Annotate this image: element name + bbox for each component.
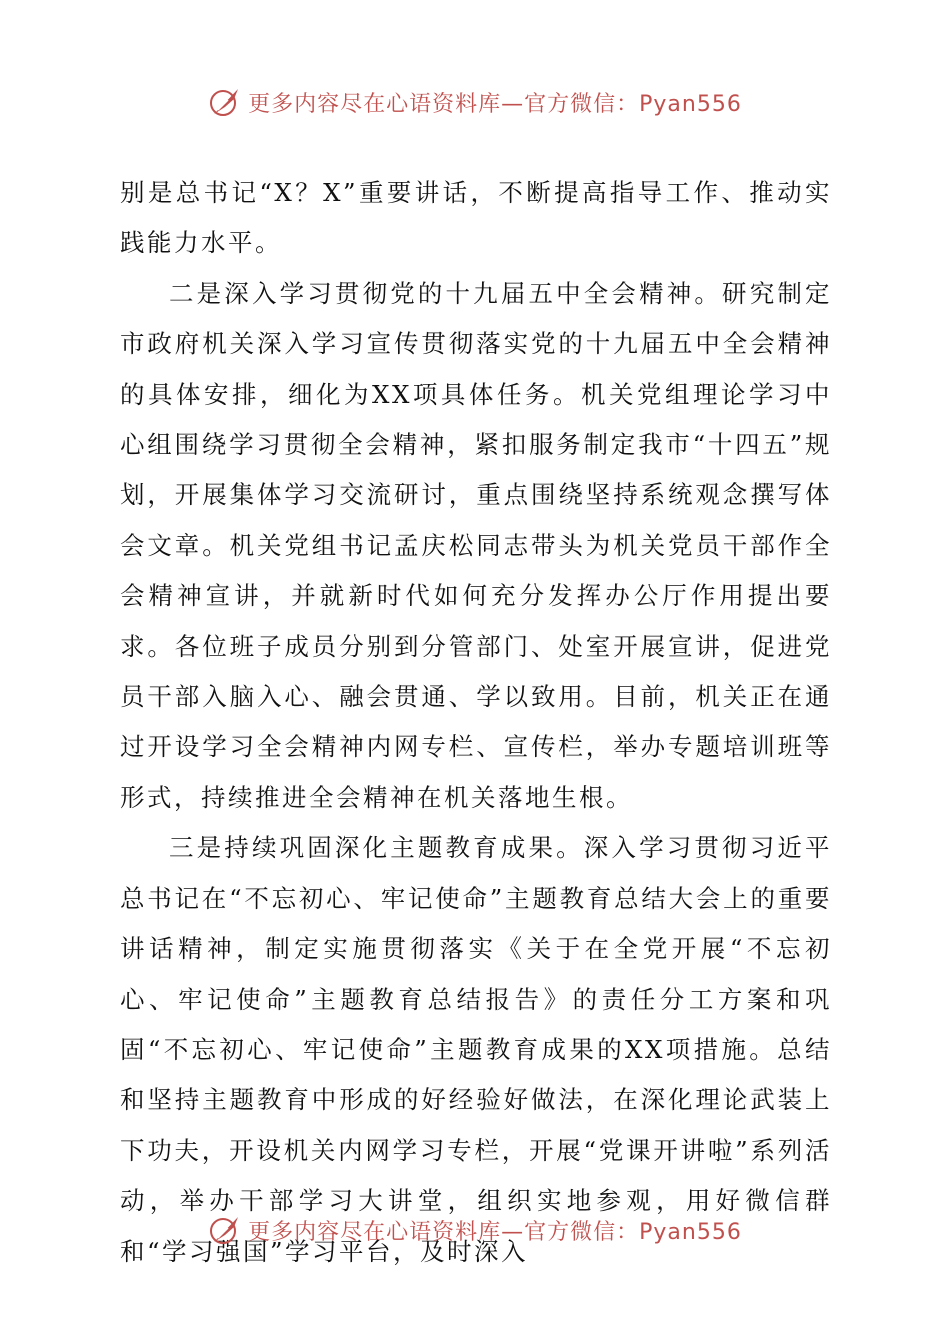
paragraph-continuation: 别是总书记“X？X”重要讲话，不断提高指导工作、推动实践能力水平。 — [120, 178, 832, 258]
quill-pen-icon — [208, 1213, 242, 1247]
paragraph-plenary-study: 二是深入学习贯彻党的十九届五中全会精神。研究制定市政府机关深入学习宣传贯彻落实党的十九届五中全会精神的具体安排，细化为XX项具体任务。机关党组理论学习中心组围绕学习贯彻全会精神，紧扣服务制定我市“十四五”规划，开展集体学习交流研讨，重点围绕坚持系统观念撰写体会文章。机关党组书记孟庆松同志带头为机关党员干部作全会精神宣讲，并就新时代如何充分发挥办公厅作用提出要求。各位班子成员分别到分管部门、处室开展宣讲，促进党员干部入脑入心、融会贯通、学以致用。目前，机关正在通过开设学习全会精神内网专栏、宣传栏，举办专题培训班等形式，持续推进全会精神在机关落地生根。 — [120, 278, 832, 812]
header-banner — [0, 82, 950, 122]
paragraph-theme-education: 三是持续巩固深化主题教育成果。深入学习贯彻习近平总书记在“不忘初心、牢记使命”主题教育总结大会上的重要讲话精神，制定实施贯彻落实《关于在全党开展“不忘初心、牢记使命”主题教育总结报告》的责任分工方案和巩固“不忘初心、牢记使命”主题教育成果的XX项措施。总结和坚持主题教育中形成的好经验好做法，在深化理论武装上下功夫，开设机关内网学习专栏，开展“党课开讲啦”系列活动，举办干部学习大讲堂，组织实地参观，用好微信群和“学习强国”学习平台，及时深入 — [120, 833, 832, 1266]
quill-pen-icon — [208, 85, 242, 119]
footer-banner-text: 更多内容尽在心语资料库—官方微信：Pyan556 — [248, 1219, 742, 1245]
footer-banner — [0, 1210, 950, 1250]
document-body — [120, 168, 832, 1277]
header-banner-text: 更多内容尽在心语资料库—官方微信：Pyan556 — [248, 91, 742, 117]
